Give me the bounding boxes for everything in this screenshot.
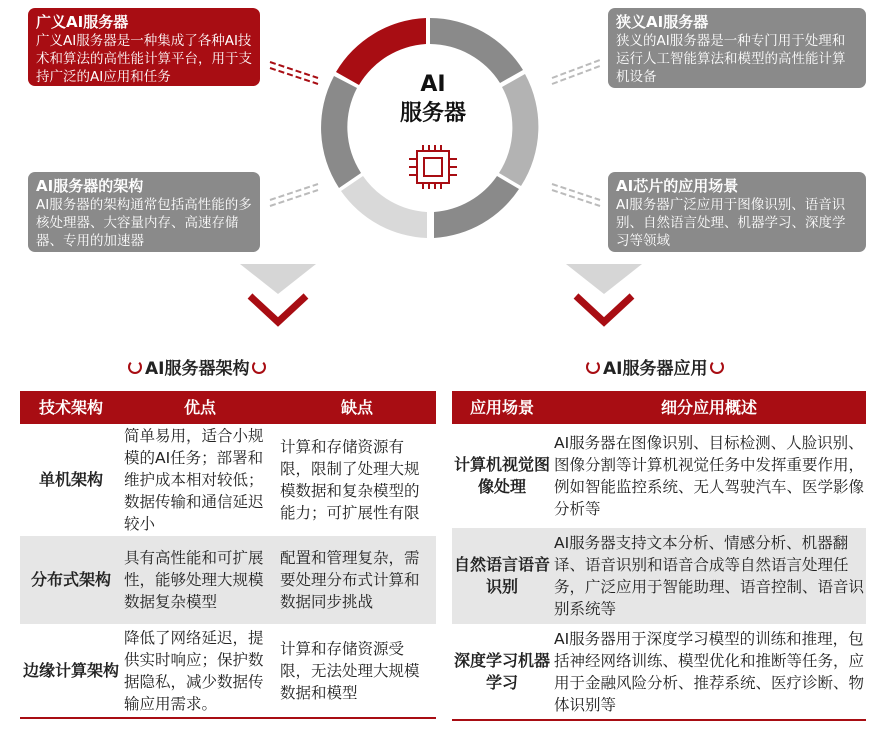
card-body: AI服务器的架构通常包括高性能的多核处理器、大容量内存、高速存储器、专用的加速器 bbox=[36, 197, 252, 249]
table-row bbox=[20, 624, 436, 718]
card-title: 广义AI服务器 bbox=[36, 13, 129, 31]
center-title-line2: 服务器 bbox=[399, 101, 466, 126]
center-ring bbox=[310, 8, 550, 248]
column-header: 应用场景 bbox=[452, 391, 552, 424]
table-row bbox=[452, 424, 866, 528]
card-body: 广义AI服务器是一种集成了各种AI技术和算法的高性能计算平台，用于支持广泛的AI应用和任务 bbox=[36, 33, 252, 85]
table-row bbox=[452, 624, 866, 720]
table-row bbox=[452, 528, 866, 624]
row-name: 计算机视觉图像处理 bbox=[454, 455, 551, 496]
row-name: 自然语言语音识别 bbox=[452, 528, 552, 624]
left-section-title bbox=[128, 354, 266, 379]
down-arrow-icon bbox=[240, 264, 316, 330]
column-header: 优点 bbox=[122, 391, 278, 424]
table-row bbox=[20, 536, 436, 624]
bracket-icon bbox=[586, 360, 600, 374]
section-title-text: AI服务器架构 bbox=[145, 359, 250, 379]
row-desc: AI服务器支持文本分析、情感分析、机器翻译、语音识别和语音合成等自然语言处理任务，广泛应用于智能助理、语音控制、语音识别系统等 bbox=[552, 528, 866, 624]
card-title: 狭义AI服务器 bbox=[616, 13, 709, 31]
row-cons: 计算和存储资源有限，限制了处理大规模数据和复杂模型的能力；可扩展性有限 bbox=[280, 438, 420, 522]
row-name: 分布式架构 bbox=[20, 536, 122, 624]
row-pros: 具有高性能和可扩展性，能够处理大规模数据复杂模型 bbox=[122, 536, 278, 624]
row-desc: AI服务器在图像识别、目标检测、人脸识别、图像分割等计算机视觉任务中发挥重要作用，例如智能监控系统、无人驾驶汽车、医学影像分析等 bbox=[554, 434, 865, 518]
row-name: 深度学习机器学习 bbox=[452, 624, 552, 720]
bracket-icon bbox=[128, 360, 142, 374]
card-body: AI服务器广泛应用于图像识别、语音识别、自然语言处理、机器学习、深度学习等领域 bbox=[616, 197, 846, 249]
row-pros: 简单易用，适合小规模的AI任务；部署和维护成本相对较低；数据传输和通信延迟较小 bbox=[124, 427, 264, 533]
row-pros: 降低了网络延迟，提供实时响应；保护数据隐私，减少数据传输应用需求。 bbox=[122, 624, 278, 718]
row-name: 单机架构 bbox=[38, 470, 103, 489]
column-header: 技术架构 bbox=[20, 391, 122, 424]
chip-icon bbox=[405, 145, 461, 189]
table-row bbox=[20, 424, 436, 536]
section-title-text: AI服务器应用 bbox=[603, 359, 708, 379]
column-header: 细分应用概述 bbox=[552, 391, 866, 424]
down-arrow-icon bbox=[566, 264, 642, 330]
bracket-icon bbox=[252, 360, 266, 374]
row-name: 边缘计算架构 bbox=[20, 624, 122, 718]
card-title: AI芯片的应用场景 bbox=[616, 177, 739, 195]
center-title bbox=[385, 70, 481, 128]
bracket-icon bbox=[710, 360, 724, 374]
column-header: 缺点 bbox=[278, 391, 436, 424]
row-cons: 配置和管理复杂，需要处理分布式计算和数据同步挑战 bbox=[278, 536, 436, 624]
row-desc: AI服务器用于深度学习模型的训练和推理，包括神经网络训练、模型优化和推断等任务，应用于金融风险分析、推荐系统、医疗诊断、物体识别等 bbox=[552, 624, 866, 720]
center-title-line1: AI bbox=[420, 72, 446, 97]
applications-table bbox=[452, 391, 866, 721]
row-cons: 计算和存储资源受限，无法处理大规模数据和模型 bbox=[278, 624, 436, 718]
card-body: 狭义的AI服务器是一种专门用于处理和运行人工智能算法和模型的高性能计算机设备 bbox=[616, 33, 846, 85]
architecture-table bbox=[20, 391, 436, 719]
card-title: AI服务器的架构 bbox=[36, 177, 144, 195]
right-section-title bbox=[586, 354, 724, 379]
